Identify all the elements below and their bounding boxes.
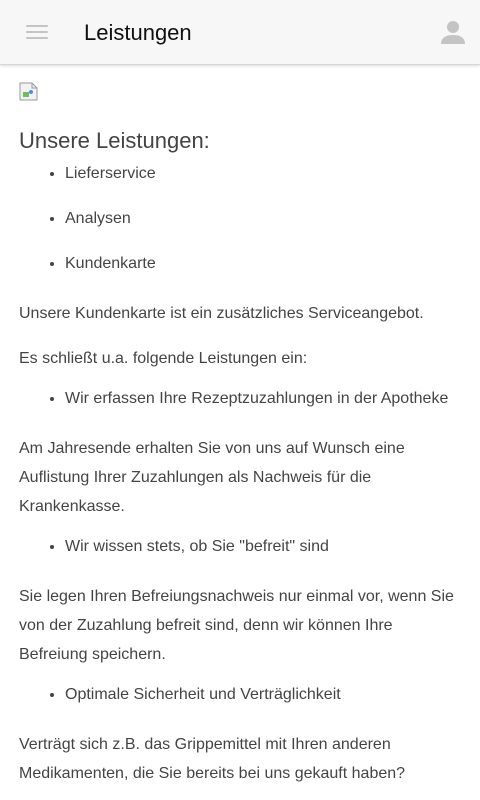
page-title: Leistungen: [84, 20, 192, 45]
intro-paragraph-2: Es schließt u.a. folgende Leistungen ein:: [19, 350, 308, 367]
feature-paragraph-1: Am Jahresende erhalten Sie von uns auf Wunsch eine Auflistung Ihrer Zuzahlungen als Nachweis für die Krankenkasse.: [19, 440, 405, 515]
feature-paragraph-3: Verträgt sich z.B. das Grippemittel mit Ihren anderen Medikamenten, die Sie bereits bei uns gekauft haben?: [19, 736, 406, 782]
feature-list-1: [19, 389, 454, 409]
list-item: • Wir erfassen Ihre Rezeptzuzahlungen in der Apotheke: [65, 389, 454, 409]
hamburger-menu-icon[interactable]: [20, 20, 54, 46]
feature-paragraph-2: Sie legen Ihren Befreiungsnachweis nur einmal vor, wenn Sie von der Zuzahlung befreit sind, denn wir können Ihre Befreiung speichern.: [19, 588, 454, 663]
list-item: • Wir wissen stets, ob Sie "befreit" sind: [65, 537, 454, 557]
page-content: [0, 65, 480, 800]
broken-image-icon: [19, 82, 38, 101]
list-item: • Analysen: [65, 209, 454, 229]
services-list: [19, 164, 454, 274]
list-item: • Kundenkarte: [65, 254, 454, 274]
top-app-bar: [0, 0, 480, 65]
list-item: • Lieferservice: [65, 164, 454, 184]
feature-list-2: [19, 537, 454, 557]
intro-paragraph: Unsere Kundenkarte ist ein zusätzliches Serviceangebot.: [19, 305, 424, 322]
feature-list-3: [19, 685, 454, 705]
user-profile-icon[interactable]: [438, 18, 468, 48]
services-heading: Unsere Leistungen:: [19, 128, 210, 153]
list-item: • Optimale Sicherheit und Verträglichkeit: [65, 685, 454, 705]
